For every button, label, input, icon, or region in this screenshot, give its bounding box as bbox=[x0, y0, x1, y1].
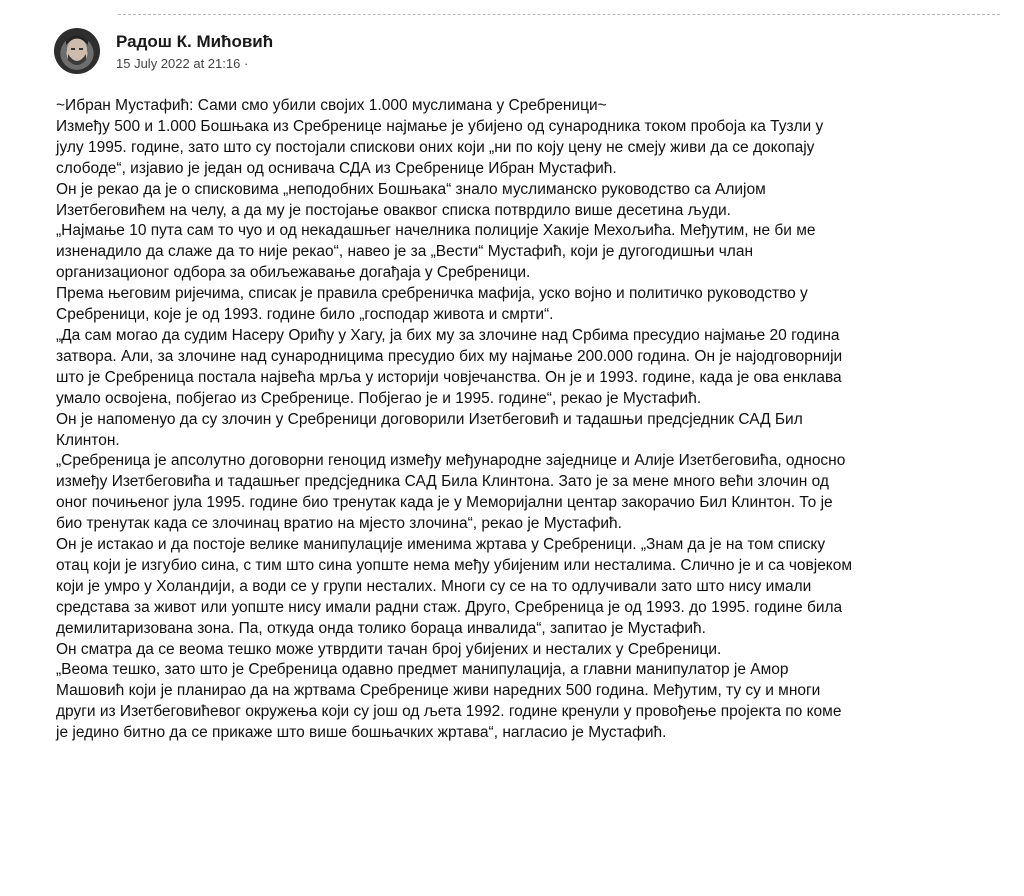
post-line: Између 500 и 1.000 Бошњака из Сребренице најмање је убијено од сународника током пробоја ка Тузли у bbox=[56, 117, 824, 135]
post-body bbox=[56, 96, 1006, 744]
post-line: „Најмање 10 пута сам то чуо и од некадашњег начелника полиције Хакије Мехољића. Међутим, не би ме bbox=[56, 222, 816, 240]
post-line: који је умро у Холандији, а води се у групи несталих. Многи су се на то одлучивали зато што нису имали bbox=[56, 577, 812, 595]
post-line: други из Изетбеговићевог окружења који су још од љета 1992. године кренули у провођење пројекта по коме bbox=[56, 703, 842, 721]
post-line: организационог одбора за обиљежавање догађаја у Сребреници. bbox=[56, 264, 531, 282]
avatar[interactable] bbox=[54, 28, 100, 74]
post-line: средстава за живот или уопште нису имали радни стаж. Друго, Сребреница је од 1993. до 1995. године била bbox=[56, 598, 843, 616]
post-meta bbox=[116, 56, 248, 71]
post-line: био тренутак када се злочинац вратио на мјесто злочина“, рекао је Мустафић. bbox=[56, 515, 622, 533]
post-line: затвора. Али, за злочине над сународницима пресудио бих му најмање 200.000 година. Он је најодговорнији bbox=[56, 347, 843, 365]
post-line: Он сматра да се веома тешко може утврдити тачан број убијених и несталих у Сребреници. bbox=[56, 640, 722, 658]
post-line: отац који је изгубио сина, с тим што сина уопште нема међу убијеним или несталима. Слично је и са човјеком bbox=[56, 556, 853, 574]
post-line: јулу 1995. године, зато што су постојали спискови оних који „ни по коју цену не смеју живи да се докопају bbox=[56, 138, 815, 156]
post-line: Он је истакао и да постоје велике манипулације именима жртава у Сребреници. „Знам да је на том списку bbox=[56, 536, 826, 554]
post-line: Он је рекао да је о списковима „неподобних Бошњака“ знало муслиманско руководство са Алијом bbox=[56, 180, 766, 198]
post-line: „Да сам могао да судим Насеру Орићу у Хагу, ја бих му за злочине над Србима пресудио најмање 20 година bbox=[56, 326, 840, 344]
post-line: Он је напоменуо да су злочин у Сребреници договорили Изетбеговић и тадашњи предсједник САД Бил bbox=[56, 410, 803, 428]
audience-separator: · bbox=[243, 56, 249, 71]
post-line: између Изетбеговића и тадашњег предсједника САД Била Клинтона. Зато је за мене много већи злочин од bbox=[56, 473, 829, 491]
post-line: Сребреници, које је од 1993. године било „господар живота и смрти“. bbox=[56, 306, 554, 324]
top-divider bbox=[118, 14, 1000, 16]
post-line: оног почињеног јула 1995. године био тренутак када је у Меморијални центар закорачио Бил Клинтон. То је bbox=[56, 494, 833, 512]
author-name[interactable]: Радош К. Мићовић bbox=[116, 32, 274, 51]
post-date[interactable]: 15 July 2022 at 21:16 bbox=[116, 56, 241, 71]
post-line: демилитаризована зона. Па, откуда онда толико бораца инвалида“, запитао је Мустафић. bbox=[56, 619, 706, 637]
post-line: Клинтон. bbox=[56, 431, 120, 449]
post-line: „Веома тешко, зато што је Сребреница одавно предмет манипулација, а главни манипулатор је Амор bbox=[56, 661, 789, 679]
post-line: ~Ибран Мустафић: Сами смо убили својих 1.000 муслимана у Сребреници~ bbox=[56, 97, 607, 114]
post-line: је једино битно да се прикаже што више бошњачких жртава“, нагласио је Мустафић. bbox=[56, 724, 667, 742]
post-line: Машовић који је планирао да на жртвама Сребренице живи наредних 500 година. Међутим, ту су и многи bbox=[56, 682, 821, 700]
post-line: умало освојена, побјегао из Сребренице. Побјегао је и 1995. године“, рекао је Мустафић. bbox=[56, 389, 702, 407]
post-line: слободе“, изјавио је један од оснивача СДА из Сребренице Ибран Мустафић. bbox=[56, 159, 617, 177]
post-line: „Сребреница је апсолутно договорни геноцид између међународне заједнице и Алије Изетбеговића, односно bbox=[56, 452, 846, 470]
post-line: Изетбеговићем на челу, а да му је постојање оваквог списка потврдило више десетина људи. bbox=[56, 201, 731, 219]
post-line: Према његовим ријечима, списак је правила сребреничка мафија, уско војно и политичко руководство у bbox=[56, 285, 808, 303]
post-line: што је Сребреница постала највећа мрља у историји човјечанства. Он је и 1993. године, када је ова енклава bbox=[56, 368, 842, 386]
avatar-portrait-icon bbox=[54, 28, 100, 74]
post-line: изненадило да слаже да то није рекао“, навео је за „Вести“ Мустафић, који је дугогодишњи члан bbox=[56, 243, 754, 261]
